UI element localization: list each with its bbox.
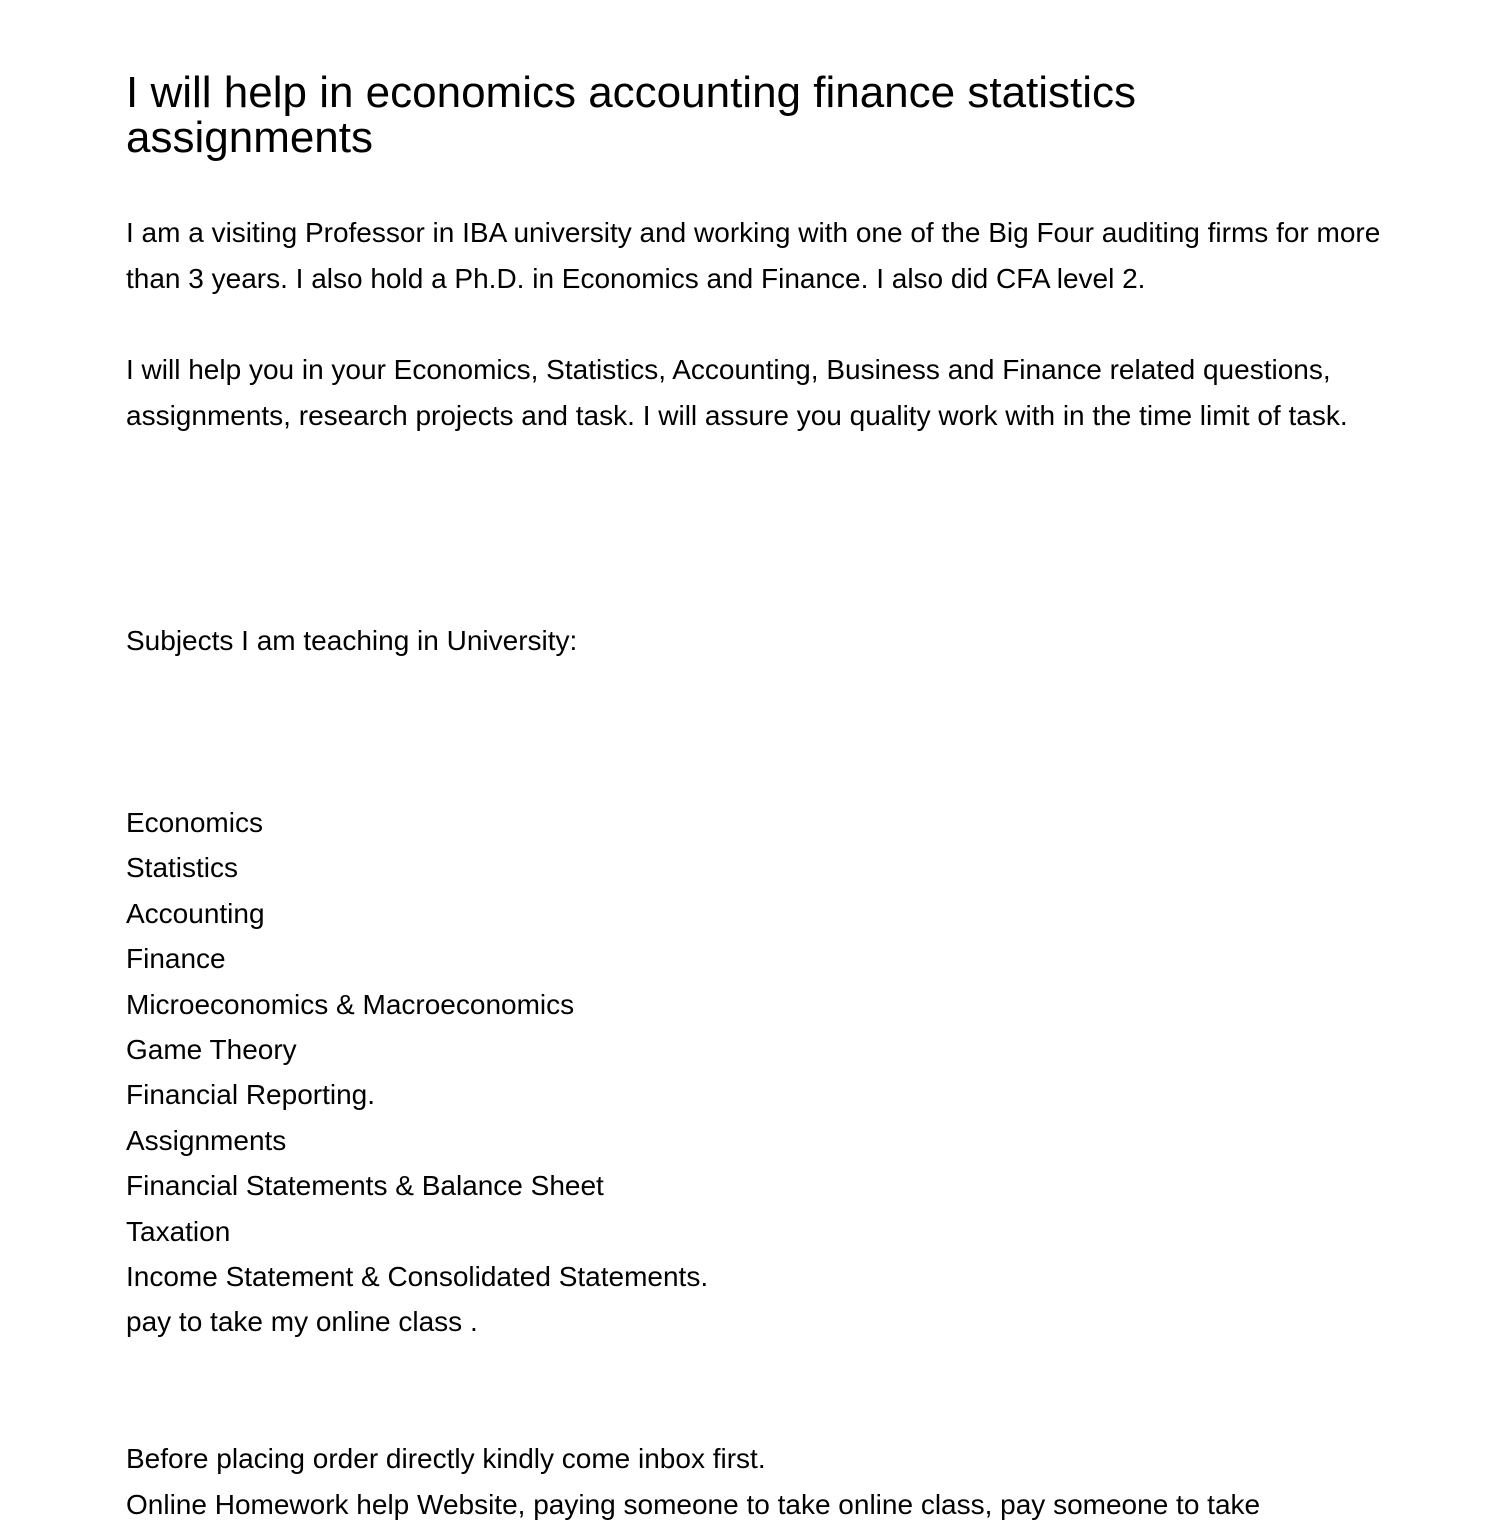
inbox-note: Before placing order directly kindly come inbox first. — [126, 1436, 1386, 1482]
list-item: Finance — [126, 936, 1386, 981]
list-item: Taxation — [126, 1209, 1386, 1254]
closing-text — [126, 1436, 1386, 1527]
list-item: Accounting — [126, 891, 1386, 936]
list-item: Assignments — [126, 1118, 1386, 1163]
list-item: Game Theory — [126, 1027, 1386, 1072]
website-note: Online Homework help Website, paying someone to take online class, pay someone to take — [126, 1482, 1386, 1527]
list-item: Income Statement & Consolidated Statements. — [126, 1254, 1386, 1299]
list-item: Microeconomics & Macroeconomics — [126, 982, 1386, 1027]
list-item: Statistics — [126, 845, 1386, 890]
intro-paragraph: I am a visiting Professor in IBA university and working with one of the Big Four auditing firms for more than 3 years. I also hold a Ph.D. in Economics and Finance. I also did CFA level 2. — [126, 210, 1386, 301]
list-item: Financial Statements & Balance Sheet — [126, 1163, 1386, 1208]
services-paragraph: I will help you in your Economics, Statistics, Accounting, Business and Finance related questions, assignments, research projects and task. I will assure you quality work with in the time limit of task. — [126, 347, 1386, 438]
page-title: I will help in economics accounting finance statistics assignments — [126, 70, 1386, 160]
subjects-heading: Subjects I am teaching in University: — [126, 618, 1386, 664]
list-item: Economics — [126, 800, 1386, 845]
subjects-list — [126, 800, 1386, 1345]
list-item: Financial Reporting. — [126, 1072, 1386, 1117]
list-item: pay to take my online class . — [126, 1299, 1386, 1344]
